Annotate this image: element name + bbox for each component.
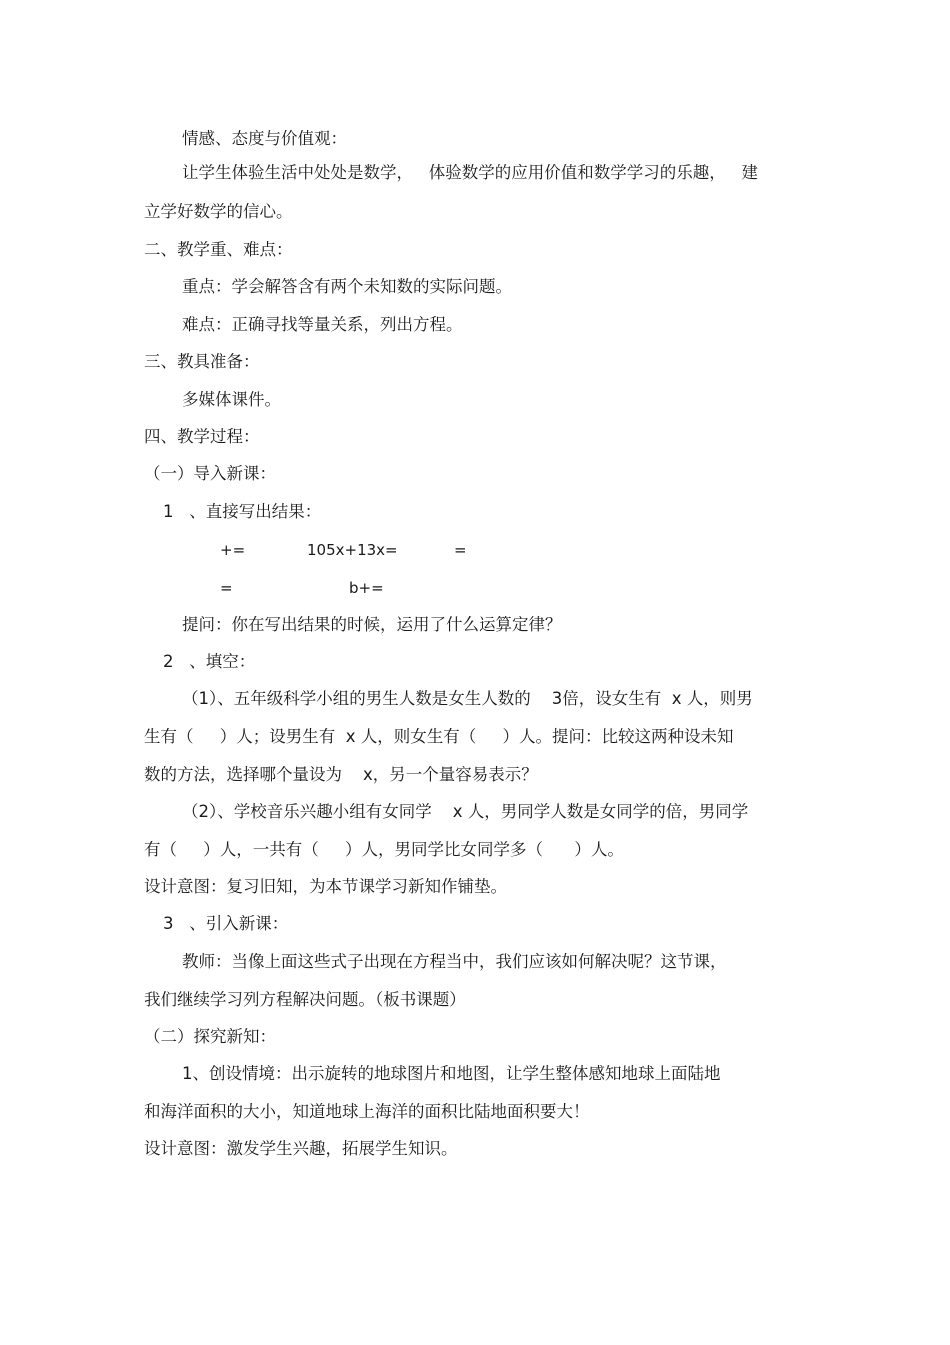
item-heading: 1 、直接写出结果： <box>163 502 322 521</box>
formula-text: = <box>454 541 467 559</box>
heading-emotion-attitude: 情感、态度与价值观： <box>182 129 347 148</box>
question-line: 提问：你在写出结果的时候，运用了什么运算定律？ <box>182 615 562 634</box>
section-heading-key-points: 二、教学重、难点： <box>144 240 293 259</box>
paragraph-line: 生有（ ）人；设男生有 x 人，则女生有（ ）人。提问：比较这两种设未知 <box>144 727 734 746</box>
formula-text: += <box>220 541 246 559</box>
paragraph-line: 数的方法，选择哪个量设为 x，另一个量容易表示？ <box>144 765 538 784</box>
paragraph-line: （1）、五年级科学小组的男生人数是女生人数的 3倍，设女生有 x 人，则男 <box>182 689 753 708</box>
item-heading: 2 、填空： <box>163 652 256 671</box>
subsection-heading-intro: （一）导入新课： <box>144 464 276 483</box>
item-heading: 3 、引入新课： <box>163 914 289 933</box>
paragraph-line: 让学生体验生活中处处是数学， 体验数学的应用价值和数学学习的乐趣， 建 <box>182 163 758 182</box>
section-heading-materials: 三、教具准备： <box>144 352 260 371</box>
paragraph-line: 教师：当像上面这些式子出现在方程当中，我们应该如何解决呢？这节课， <box>182 952 727 971</box>
formula-text: 105x+13x= <box>307 541 398 559</box>
paragraph-line: 有（ ）人，一共有（ ）人，男同学比女同学多（ ）人。 <box>144 840 624 859</box>
paragraph-line: （2）、学校音乐兴趣小组有女同学 x 人，男同学人数是女同学的倍，男同学 <box>182 802 749 821</box>
paragraph-line: 和海洋面积的大小，知道地球上海洋的面积比陆地面积要大！ <box>144 1102 590 1121</box>
design-intent-line: 设计意图：复习旧知，为本节课学习新知作铺垫。 <box>144 877 507 896</box>
paragraph-line: 我们继续学习列方程解决问题。（板书课题） <box>144 990 466 1009</box>
formula-text: = <box>220 579 233 597</box>
formula-text: b+= <box>349 579 384 597</box>
section-heading-process: 四、教学过程： <box>144 427 260 446</box>
key-point-line: 重点：学会解答含有两个未知数的实际问题。 <box>182 277 512 296</box>
difficult-point-line: 难点：正确寻找等量关系，列出方程。 <box>182 315 463 334</box>
design-intent-line: 设计意图：激发学生兴趣，拓展学生知识。 <box>144 1139 458 1158</box>
materials-line: 多媒体课件。 <box>182 390 281 409</box>
subsection-heading-explore: （二）探究新知： <box>144 1027 276 1046</box>
paragraph-line: 1、创设情境：出示旋转的地球图片和地图，让学生整体感知地球上面陆地 <box>182 1064 721 1083</box>
paragraph-line: 立学好数学的信心。 <box>144 202 293 221</box>
